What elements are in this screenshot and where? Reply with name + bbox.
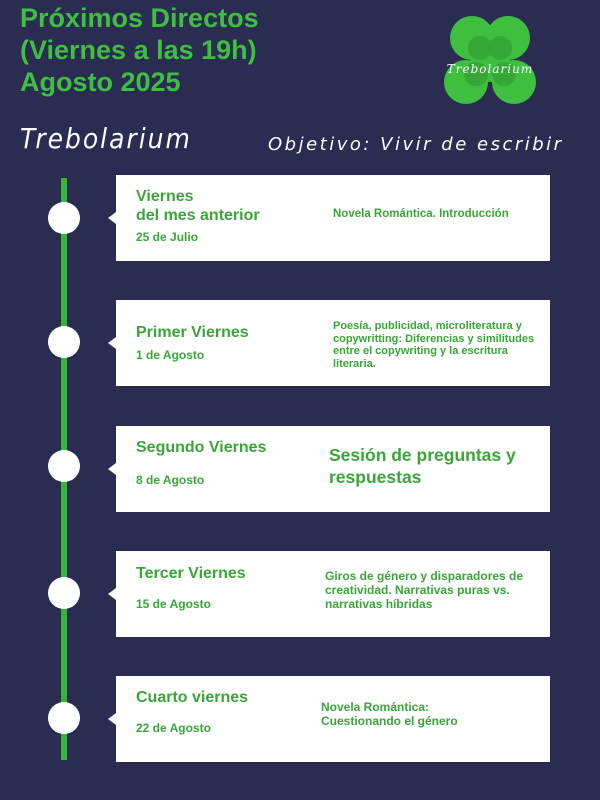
event-card xyxy=(116,426,550,512)
event-card xyxy=(116,300,550,386)
event-card xyxy=(116,551,550,637)
event-description: Poesía, publicidad, microliteratura y copywritting: Diferencias y similitudes entre el copywriting y la escritura literaria. xyxy=(333,320,535,370)
page-title xyxy=(20,2,259,98)
event-date: 15 de Agosto xyxy=(136,597,211,611)
event-date: 1 de Agosto xyxy=(136,348,205,362)
event-card xyxy=(116,175,550,261)
brand-name: Trebolarium xyxy=(20,122,192,155)
event-title: Tercer Viernes xyxy=(136,565,246,582)
event-title xyxy=(136,187,260,225)
event-description: Giros de género y disparadores de creatividad. Narrativas puras vs. narrativas híbridas xyxy=(325,569,524,611)
objective-text: Objetivo: Vivir de escribir xyxy=(268,134,564,155)
event-title: Primer Viernes xyxy=(136,324,249,341)
logo-text: Trebolarium xyxy=(446,62,534,76)
event-description: Sesión de preguntas y respuestas xyxy=(329,445,516,487)
timeline-dot xyxy=(48,202,80,234)
event-description: Novela Romántica. Introducción xyxy=(333,208,509,220)
event-date: 8 de Agosto xyxy=(136,473,205,487)
event-title: Cuarto viernes xyxy=(136,689,249,706)
event-card xyxy=(116,676,550,762)
timeline-dot xyxy=(48,450,80,482)
title-line-2: (Viernes a las 19h) xyxy=(20,35,257,65)
title-line-1: Próximos Directos xyxy=(20,3,259,33)
title-line-3: Agosto 2025 xyxy=(20,67,181,97)
timeline-dot xyxy=(48,326,80,358)
event-title-line-2: del mes anterior xyxy=(136,207,260,224)
event-date: 22 de Agosto xyxy=(136,721,211,735)
event-title-line-1: Viernes xyxy=(136,188,194,205)
event-date: 25 de Julio xyxy=(136,230,199,244)
event-title: Segundo Viernes xyxy=(136,439,267,456)
event-description: Novela Romántica: Cuestionando el género xyxy=(321,700,458,728)
timeline-dot xyxy=(48,702,80,734)
timeline-dot xyxy=(48,577,80,609)
